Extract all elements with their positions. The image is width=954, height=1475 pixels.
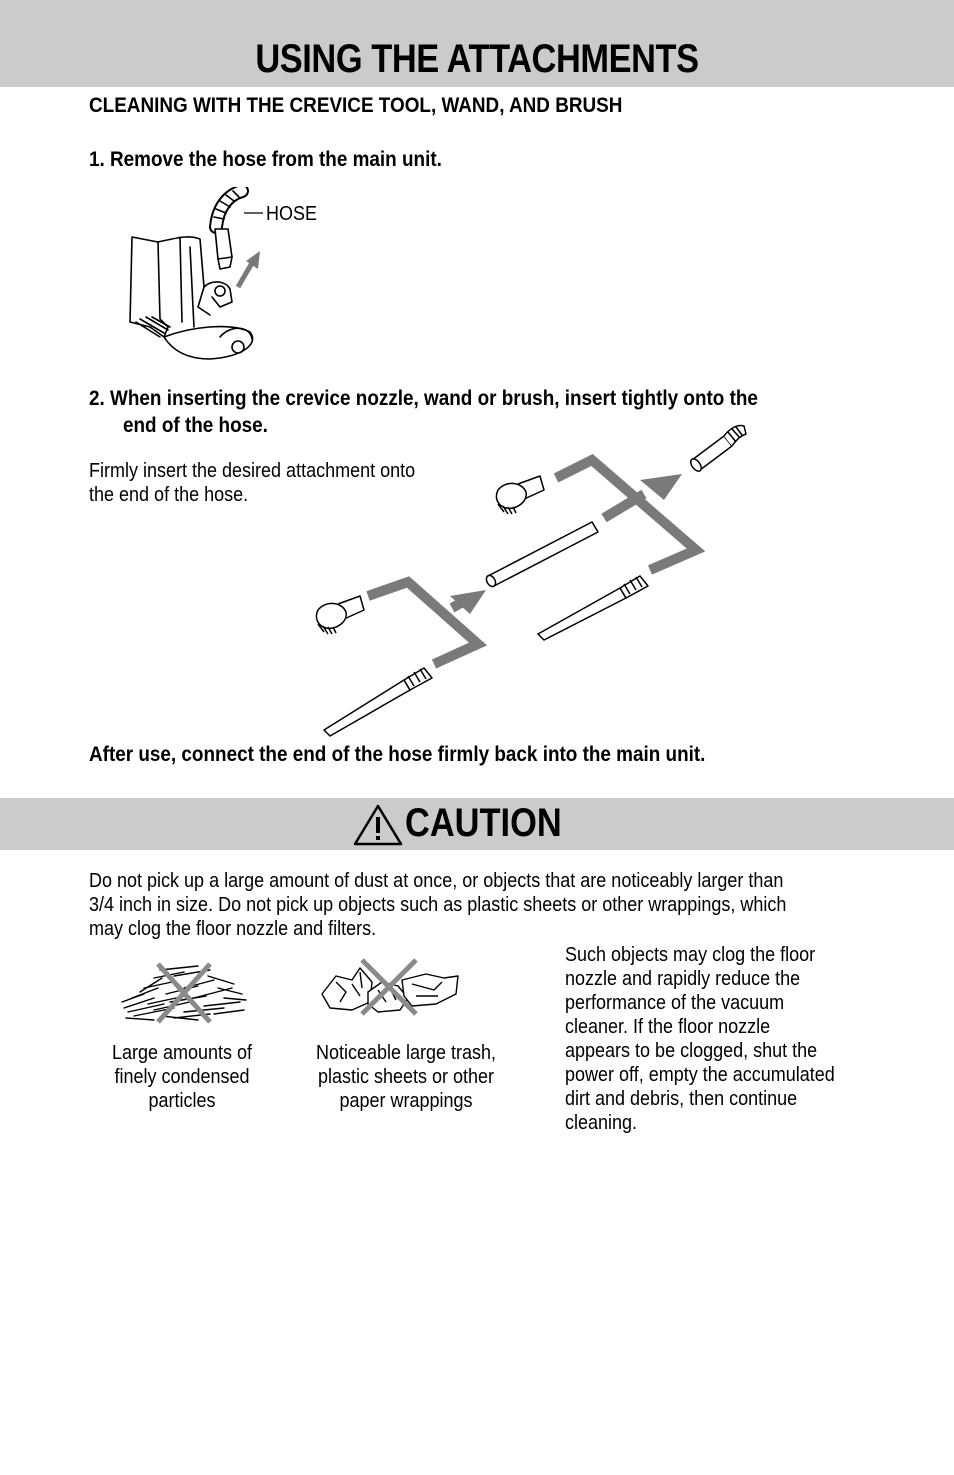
section-subtitle: CLEANING WITH THE CREVICE TOOL, WAND, AND BRUSH (89, 94, 623, 117)
attachments-diagram (300, 418, 770, 738)
after-use-note: After use, connect the end of the hose firmly back into the main unit. (89, 743, 706, 766)
particles-crossed-illustration (114, 958, 254, 1028)
side-note-line-1: Such objects may clog the floor (565, 944, 816, 966)
warning-icon (352, 803, 404, 847)
page-title: USING THE ATTACHMENTS (255, 37, 699, 81)
caption-particles-line-2: finely condensed (114, 1066, 250, 1088)
side-note-line-7: dirt and debris, then continue (565, 1088, 798, 1110)
instruction-line-2: the end of the hose. (89, 484, 249, 506)
instruction-line-1: Firmly insert the desired attachment onto (89, 460, 416, 482)
trash-crossed-illustration (316, 952, 466, 1022)
side-note-line-6: power off, empty the accumulated (565, 1064, 835, 1086)
side-note-line-8: cleaning. (565, 1112, 638, 1134)
caption-particles-line-1: Large amounts of (111, 1042, 253, 1064)
hose-label: HOSE (266, 203, 318, 225)
arrow-head-2 (640, 474, 682, 500)
step-2-line-1: 2. When inserting the crevice nozzle, wand or brush, insert tightly onto the (89, 387, 758, 410)
caution-para-line-2: 3/4 inch in size. Do not pick up objects such as plastic sheets or other wrappings, which (89, 894, 787, 916)
caution-title: CAUTION (405, 801, 562, 845)
side-note-line-4: cleaner. If the floor nozzle (565, 1016, 771, 1038)
caution-para-line-3: may clog the floor nozzle and filters. (89, 918, 377, 940)
caption-trash-line-3: paper wrappings (339, 1090, 473, 1112)
step-1: 1. Remove the hose from the main unit. (89, 148, 442, 171)
caution-para-line-1: Do not pick up a large amount of dust at once, or objects that are noticeably larger than (89, 870, 784, 892)
caption-trash-line-1: Noticeable large trash, (315, 1042, 497, 1064)
side-note-line-2: nozzle and rapidly reduce the (565, 968, 801, 990)
step-2-line-2: end of the hose. (123, 414, 268, 437)
side-note-line-5: appears to be clogged, shut the (565, 1040, 818, 1062)
caption-trash-line-2: plastic sheets or other (317, 1066, 495, 1088)
side-note-line-3: performance of the vacuum (565, 992, 785, 1014)
caption-particles-line-3: particles (148, 1090, 216, 1112)
